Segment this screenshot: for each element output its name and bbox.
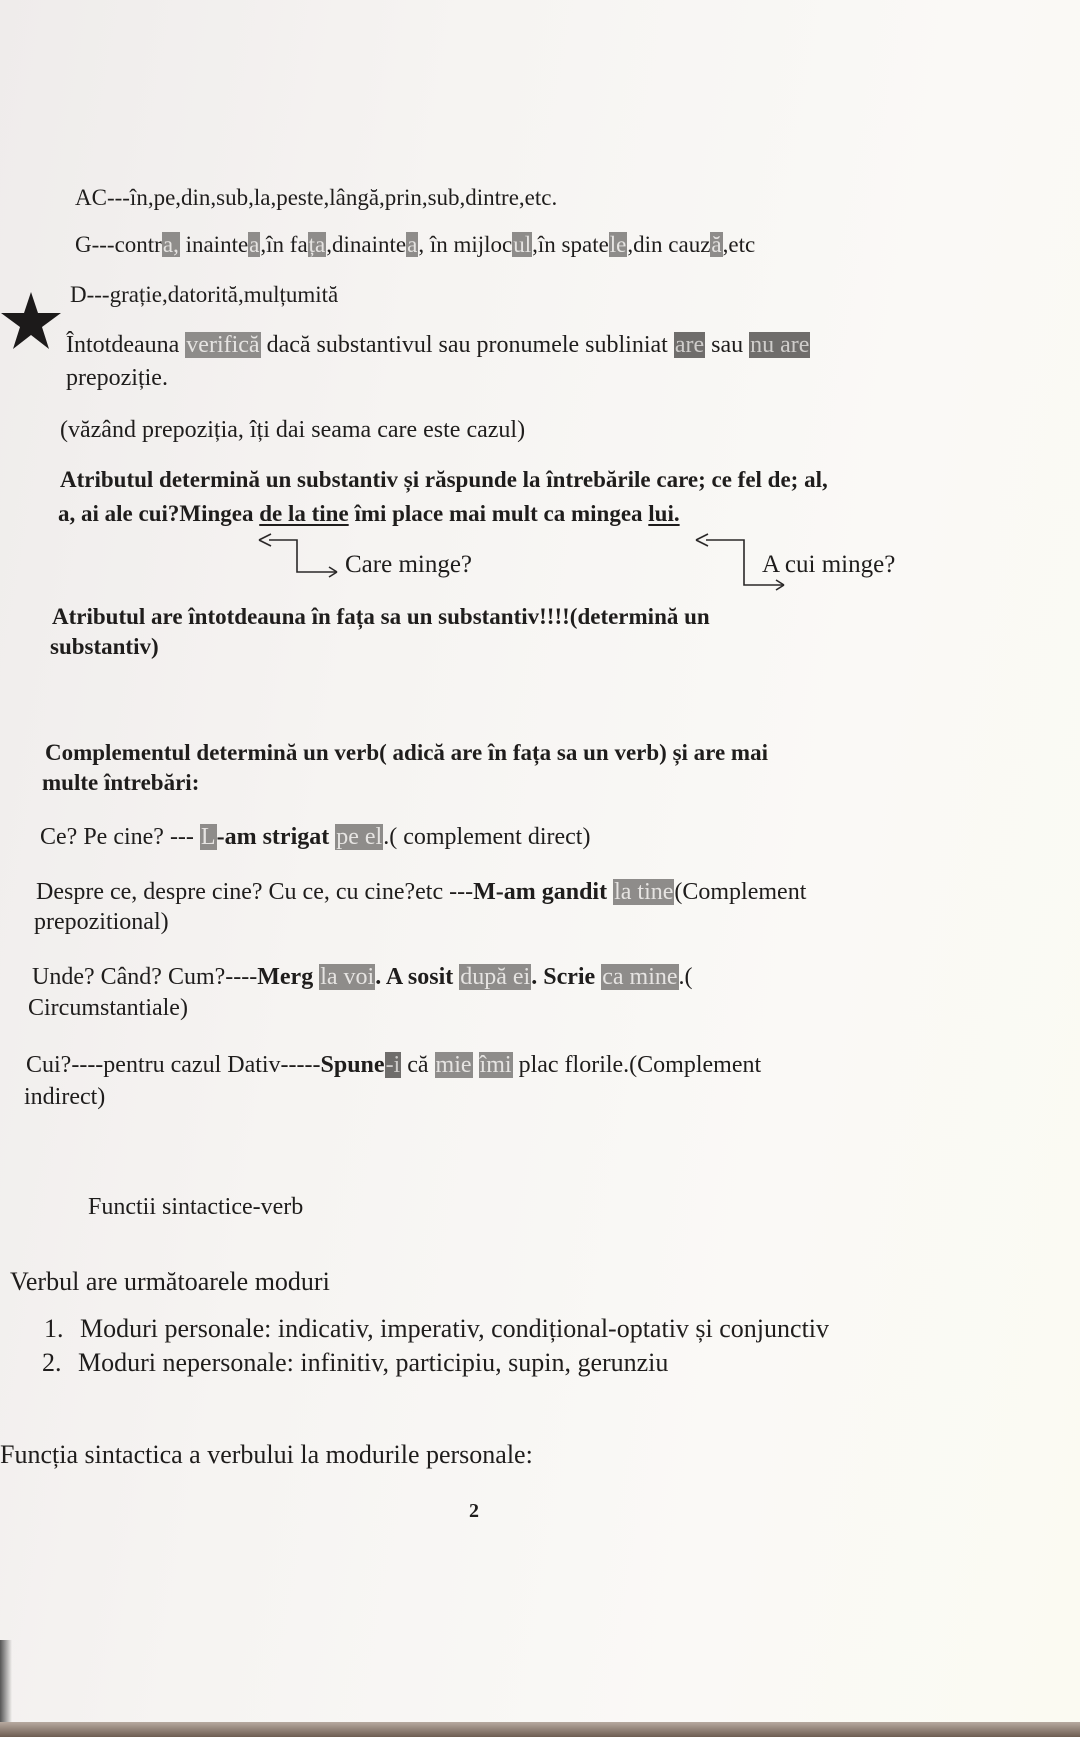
list-number: 2. xyxy=(42,1348,62,1377)
highlight-la-tine: la tine xyxy=(614,879,674,905)
complement-intro-line1: Complementul determină un verb( adică are în fața sa un verb) și are mai xyxy=(45,740,768,765)
prep-genitive-text: inainte xyxy=(179,232,249,257)
question-text: Cui?----pentru cazul Dativ----- xyxy=(26,1052,321,1078)
highlight-verifica: verifică xyxy=(186,332,260,358)
bent-arrow-icon xyxy=(255,530,345,580)
seeing-note: (văzând prepoziția, îți dai seama care este cazul) xyxy=(60,417,526,443)
highlight-mie: mie xyxy=(435,1052,472,1078)
highlight-dupa-ei: după ei xyxy=(460,964,531,990)
complement-label: .( complement direct) xyxy=(383,824,591,850)
question-text: Ce? Pe cine? --- xyxy=(40,824,200,850)
attribute-definition-line1: Atributul determină un substantiv și răspunde la întrebările care; ce fel de; al, xyxy=(60,467,828,492)
highlight-ending: a, xyxy=(162,232,179,257)
highlight-ending: ul xyxy=(513,232,532,257)
complement-intro-line2: multe întrebări: xyxy=(42,770,200,795)
highlight-ending: le xyxy=(609,232,627,257)
prep-genitive-text: ,etc xyxy=(722,232,756,257)
example-bold: . Scrie xyxy=(531,964,602,990)
highlight-imi: îmi xyxy=(479,1052,512,1078)
attribute-text: a, ai ale cui?Mingea xyxy=(58,501,260,526)
highlight-ending: a xyxy=(407,232,418,257)
complement-label: plac florile.(Complement xyxy=(512,1052,762,1078)
attribute-note-line1: Atributul are întotdeauna în fața sa un substantiv!!!!(determină un xyxy=(52,604,710,629)
example-bold: . A sosit xyxy=(375,964,460,990)
verb-personal-modes-line: Funcția sintactica a verbului la modurile personale: xyxy=(0,1440,533,1469)
prep-genitive-text: ,dinainte xyxy=(326,232,407,257)
attribute-text: îmi place mai mult ca mingea xyxy=(348,501,649,526)
highlight-nu-are: nu are xyxy=(750,332,810,358)
page-edge-shadow xyxy=(0,1640,12,1722)
star-icon xyxy=(0,290,62,352)
example-text: că xyxy=(401,1052,435,1078)
prep-genitive-text: ,în fa xyxy=(260,232,308,257)
question-care-minge: Care minge? xyxy=(345,551,473,578)
question-text: Despre ce, despre cine? Cu ce, cu cine?etc --- xyxy=(36,879,474,905)
complement-indirect-line2: indirect) xyxy=(24,1084,106,1110)
highlight-ending: ța xyxy=(308,232,326,257)
page-number: 2 xyxy=(469,1500,479,1522)
highlight-pe-el: pe el xyxy=(336,824,383,850)
prep-genitive-text: ,din cauz xyxy=(627,232,711,257)
highlight-i: -i xyxy=(385,1052,401,1078)
check-note-line1 xyxy=(66,330,810,360)
highlight-ca-mine: ca mine xyxy=(602,964,678,990)
verb-modes-item-1 xyxy=(44,1314,829,1344)
prep-genitive-text: ,în spate xyxy=(532,232,609,257)
underlined-lui: lui. xyxy=(648,501,680,526)
highlight-l: L xyxy=(200,824,216,850)
check-note-text: Întotdeauna xyxy=(66,332,186,358)
example-bold: M-am gandit xyxy=(473,879,614,905)
complement-prep-line2: prepozitional) xyxy=(34,909,169,935)
question-text: Unde? Când? Cum?---- xyxy=(32,964,258,990)
complement-label: .( xyxy=(678,964,693,990)
check-note-line2: prepoziție. xyxy=(66,365,168,391)
list-number: 1. xyxy=(44,1314,64,1343)
highlight-la-voi: la voi xyxy=(320,964,375,990)
prep-genitive-line xyxy=(75,230,755,260)
example-bold: Merg xyxy=(257,964,320,990)
verb-section-heading: Functii sintactice-verb xyxy=(88,1194,304,1220)
list-item-text: Moduri personale: indicativ, imperativ, condițional-optativ și conjunctiv xyxy=(80,1314,830,1343)
example-bold: Spune xyxy=(320,1052,385,1078)
check-note-text: dacă substantivul sau pronumele subliniat xyxy=(260,332,674,358)
complement-label: (Complement xyxy=(674,879,807,905)
prep-genitive-prefix: G---contr xyxy=(75,232,162,257)
example-bold: -am strigat xyxy=(216,824,336,850)
list-item-text: Moduri nepersonale: infinitiv, participiu, supin, gerunziu xyxy=(78,1348,669,1377)
prep-genitive-text: , în mijloc xyxy=(418,232,513,257)
highlight-ending: a xyxy=(249,232,260,257)
complement-indirect-line1 xyxy=(26,1050,761,1080)
verb-modes-intro: Verbul are următoarele moduri xyxy=(10,1267,330,1296)
example-text xyxy=(473,1052,479,1078)
attribute-note-line2: substantiv) xyxy=(50,634,159,659)
underlined-de-la-tine: de la tine xyxy=(259,501,349,526)
verb-modes-item-2 xyxy=(42,1348,668,1378)
complement-circ-line2: Circumstantiale) xyxy=(28,995,188,1021)
prep-dative-line: D---grație,datorită,mulțumită xyxy=(70,282,339,307)
highlight-are: are xyxy=(674,332,705,358)
question-a-cui-minge: A cui minge? xyxy=(762,551,896,578)
complement-circ-line1 xyxy=(32,962,693,992)
complement-direct-line xyxy=(40,822,590,852)
complement-prep-line1 xyxy=(36,877,806,907)
highlight-ending: ă xyxy=(711,232,722,257)
prep-accusative-line: AC---în,pe,din,sub,la,peste,lângă,prin,sub,dintre,etc. xyxy=(75,185,558,210)
page-bottom-edge xyxy=(0,1722,1080,1737)
check-note-text: sau xyxy=(705,332,750,358)
attribute-definition-line2 xyxy=(58,499,680,529)
